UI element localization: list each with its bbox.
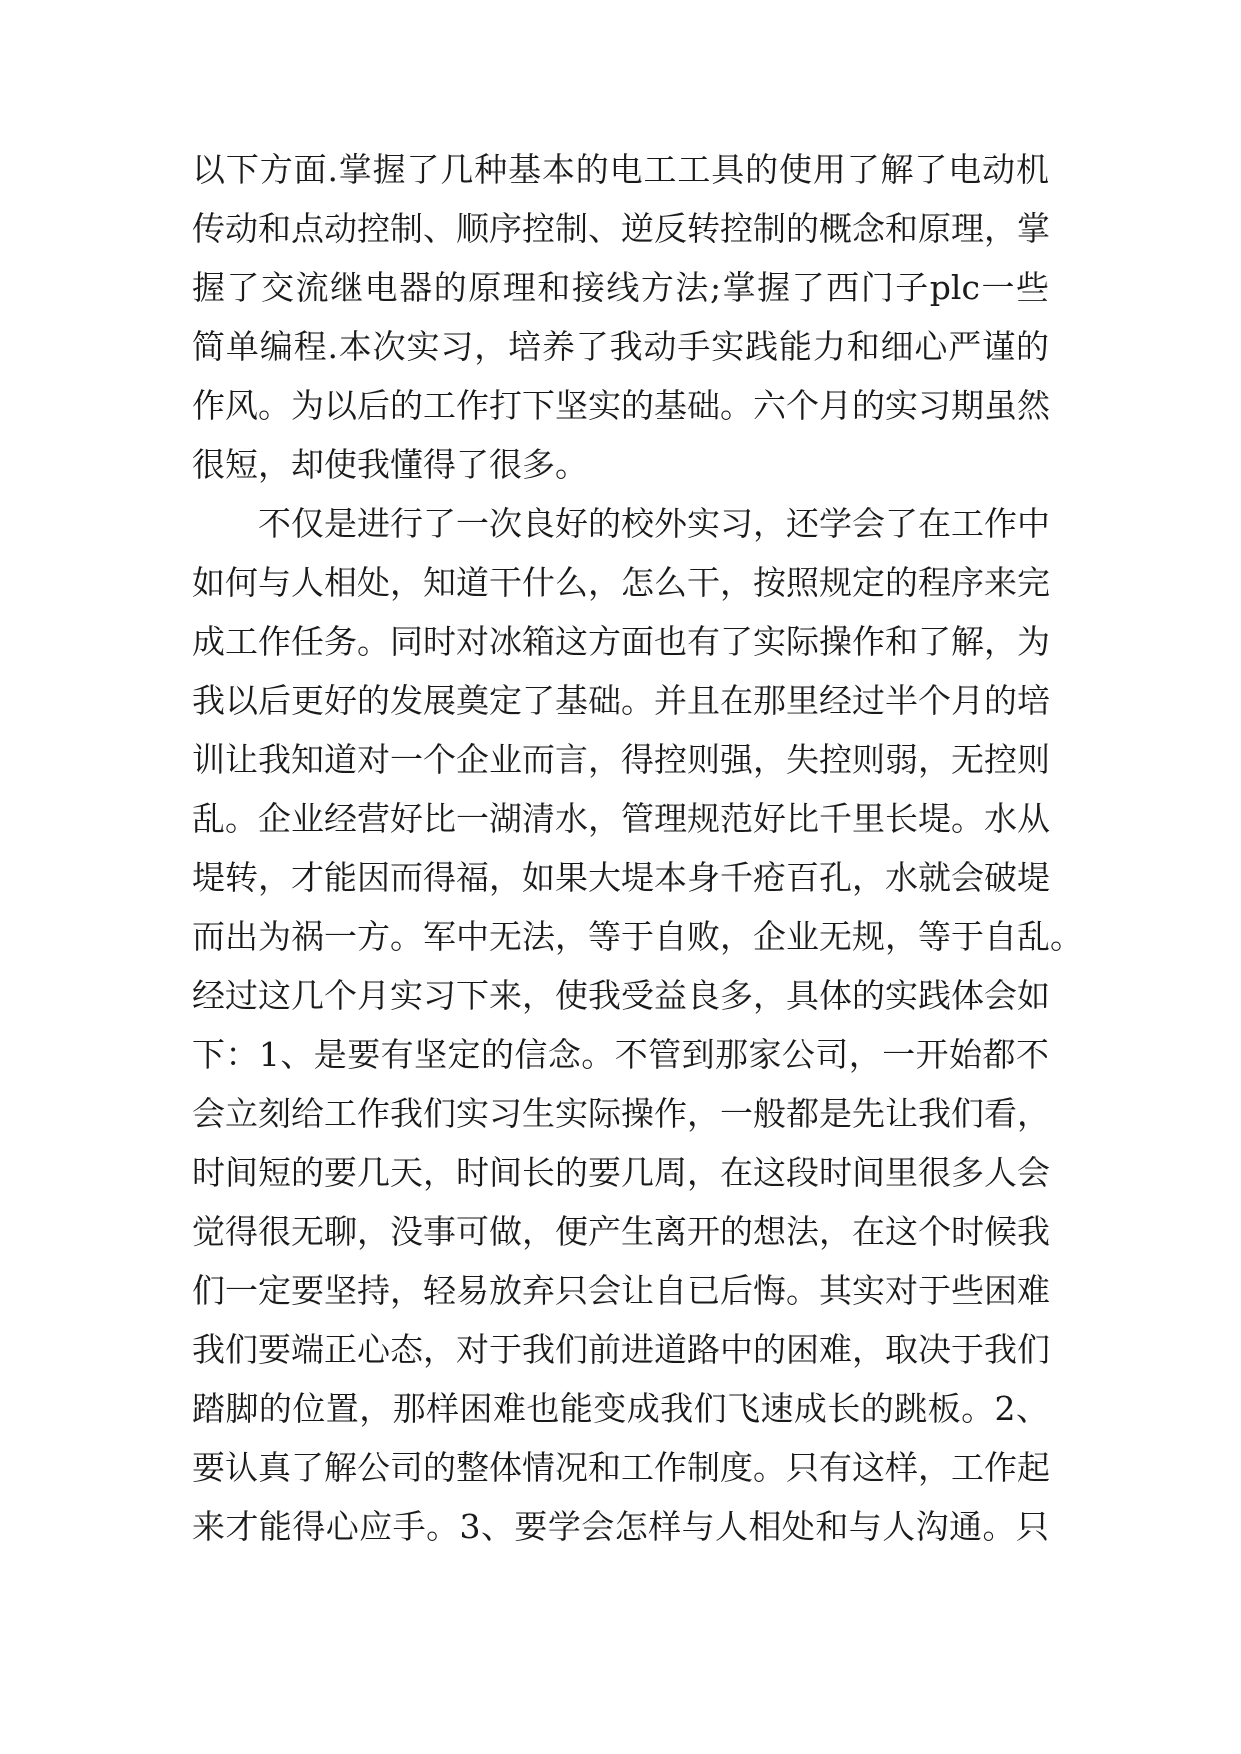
text-line: 下：1、是要有坚定的信念。不管到那家公司，一开始都不	[192, 1035, 1049, 1074]
text-line: 以下方面.掌握了几种基本的电工工具的使用了解了电动机	[192, 150, 1049, 189]
text-line: 训让我知道对一个企业而言，得控则强，失控则弱，无控则	[192, 740, 1050, 779]
text-line: 作风。为以后的工作打下坚实的基础。六个月的实习期虽然	[192, 386, 1050, 425]
paragraph-1	[192, 140, 1049, 494]
text-line: 乱。企业经营好比一湖清水，管理规范好比千里长堤。水从	[192, 799, 1050, 838]
text-line: 不仅是进行了一次良好的校外实习，还学会了在工作中	[258, 504, 1050, 543]
text-line: 很短，却使我懂得了很多。	[192, 445, 588, 484]
paragraph-2	[192, 494, 1083, 1556]
text-line: 踏脚的位置，那样困难也能变成我们飞速成长的跳板。2、	[192, 1389, 1049, 1428]
text-line: 要认真了解公司的整体情况和工作制度。只有这样，工作起	[192, 1448, 1050, 1487]
text-line: 传动和点动控制、顺序控制、逆反转控制的概念和原理，掌	[192, 209, 1050, 248]
text-line: 堤转，才能因而得福，如果大堤本身千疮百孔，水就会破堤	[192, 858, 1050, 897]
text-line: 来才能得心应手。3、要学会怎样与人相处和与人沟通。只	[192, 1507, 1049, 1546]
text-line: 而出为祸一方。军中无法，等于自败，企业无规，等于自乱。	[192, 917, 1083, 956]
text-line: 如何与人相处，知道干什么，怎么干，按照规定的程序来完	[192, 563, 1050, 602]
text-line: 成工作任务。同时对冰箱这方面也有了实际操作和了解，为	[192, 622, 1050, 661]
text-line: 会立刻给工作我们实习生实际操作，一般都是先让我们看，	[192, 1094, 1050, 1133]
text-line: 握了交流继电器的原理和接线方法;掌握了西门子plc一些	[192, 268, 1049, 307]
text-line: 我以后更好的发展奠定了基础。并且在那里经过半个月的培	[192, 681, 1050, 720]
text-line: 我们要端正心态，对于我们前进道路中的困难，取决于我们	[192, 1330, 1050, 1369]
text-line: 觉得很无聊，没事可做，便产生离开的想法，在这个时候我	[192, 1212, 1050, 1251]
text-line: 简单编程.本次实习，培养了我动手实践能力和细心严谨的	[192, 327, 1049, 366]
text-line: 经过这几个月实习下来，使我受益良多，具体的实践体会如	[192, 976, 1050, 1015]
text-line: 们一定要坚持，轻易放弃只会让自已后悔。其实对于些困难	[192, 1271, 1050, 1310]
text-line: 时间短的要几天，时间长的要几周，在这段时间里很多人会	[192, 1153, 1050, 1192]
